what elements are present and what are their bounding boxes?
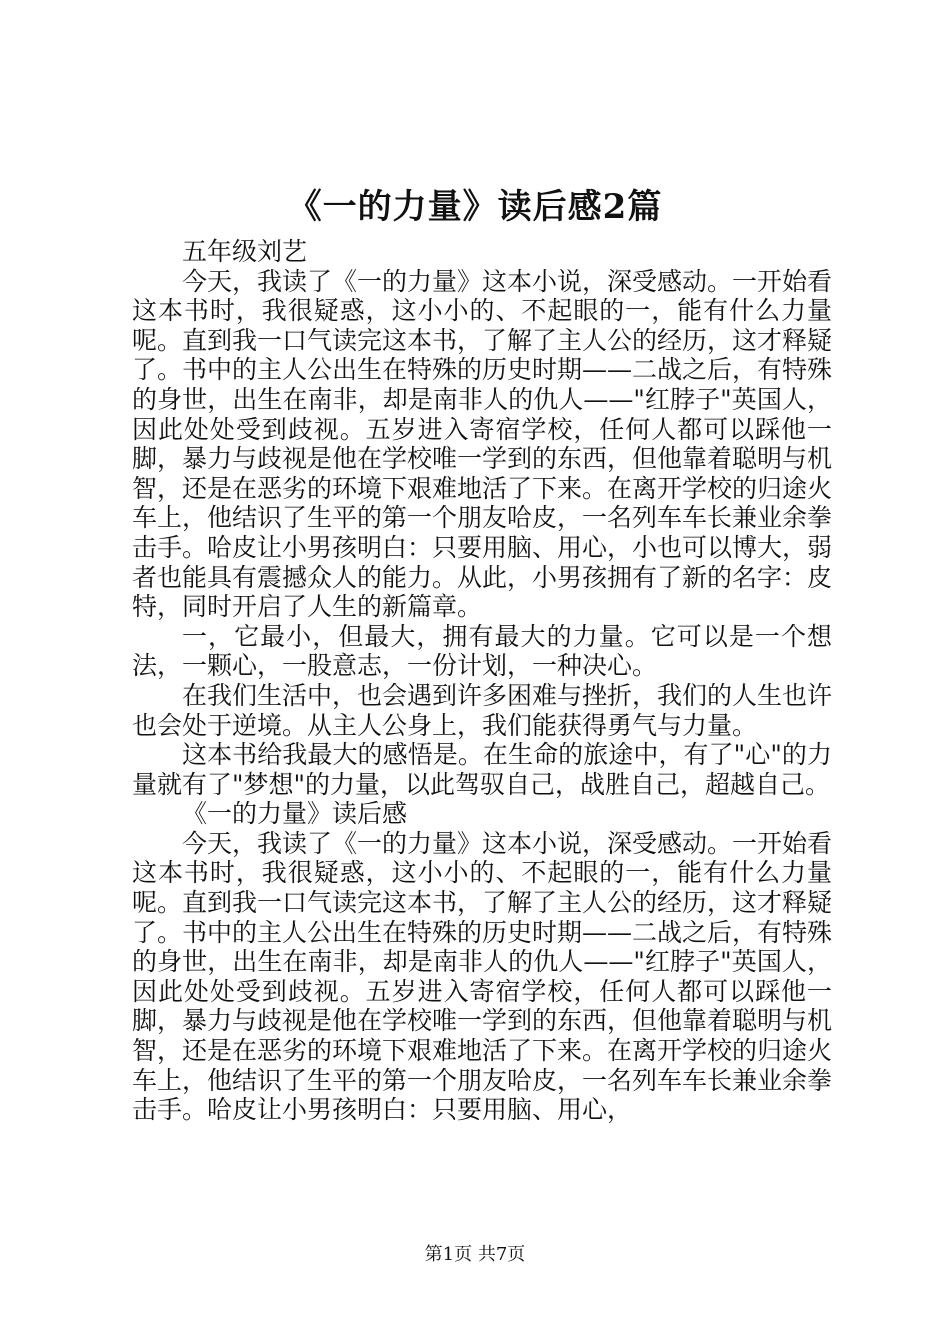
body-paragraph: 这本书给我最大的感悟是。在生命的旅途中，有了"心"的力量就有了"梦想"的力量，以此驾驭自己，战胜自己，超越自己。 (132, 740, 832, 799)
page-title: 《一的力量》读后感2篇 (287, 187, 663, 227)
page-footer: 第1页 共7页 (424, 1244, 526, 1265)
document-body (132, 237, 832, 1125)
author-line: 五年级刘艺 (182, 237, 308, 266)
body-paragraph: 在我们生活中，也会遇到许多困难与挫折，我们的人生也许也会处于逆境。从主人公身上，我们能获得勇气与力量。 (132, 680, 833, 740)
section-heading: 《一的力量》读后感 (182, 799, 408, 829)
body-paragraph: 今天，我读了《一的力量》这本小说，深受感动。一开始看这本书时，我很疑惑，这小小的、不起眼的一，能有什么力量呢。直到我一口气读完这本书，了解了主人公的经历，这才释疑了。书中的主人公出生在特殊的历史时期——二战之后，有特殊的身世，出生在南非，却是南非人的仇人——"红脖子"英国人，因此处处受到歧视。五岁进入寄宿学校，任何人都可以踩他一脚，暴力与歧视是他在学校唯一学到的东西，但他靠着聪明与机智，还是在恶劣的环境下艰难地活了下来。在离开学校的归途火车上，他结识了生平的第一个朋友哈皮，一名列车车长兼业余拳击手。哈皮让小男孩明白：只要用脑、用心，小也可以博大，弱者也能具有震撼众人的能力。从此，小男孩拥有了新的名字：皮特，同时开启了人生的新篇章。 (132, 266, 833, 622)
body-paragraph: 一，它最小，但最大，拥有最大的力量。它可以是一个想法，一颗心，一股意志，一份计划，一种决心。 (132, 621, 832, 681)
body-paragraph: 今天，我读了《一的力量》这本小说，深受感动。一开始看这本书时，我很疑惑，这小小的、不起眼的一，能有什么力量呢。直到我一口气读完这本书，了解了主人公的经历，这才释疑了。书中的主人公出生在特殊的历史时期——二战之后，有特殊的身世，出生在南非，却是南非人的仇人——"红脖子"英国人，因此处处受到歧视。五岁进入寄宿学校，任何人都可以踩他一脚，暴力与歧视是他在学校唯一学到的东西，但他靠着聪明与机智，还是在恶劣的环境下艰难地活了下来。在离开学校的归途火车上，他结识了生平的第一个朋友哈皮，一名列车车长兼业余拳击手。哈皮让小男孩明白：只要用脑、用心， (132, 828, 833, 1125)
